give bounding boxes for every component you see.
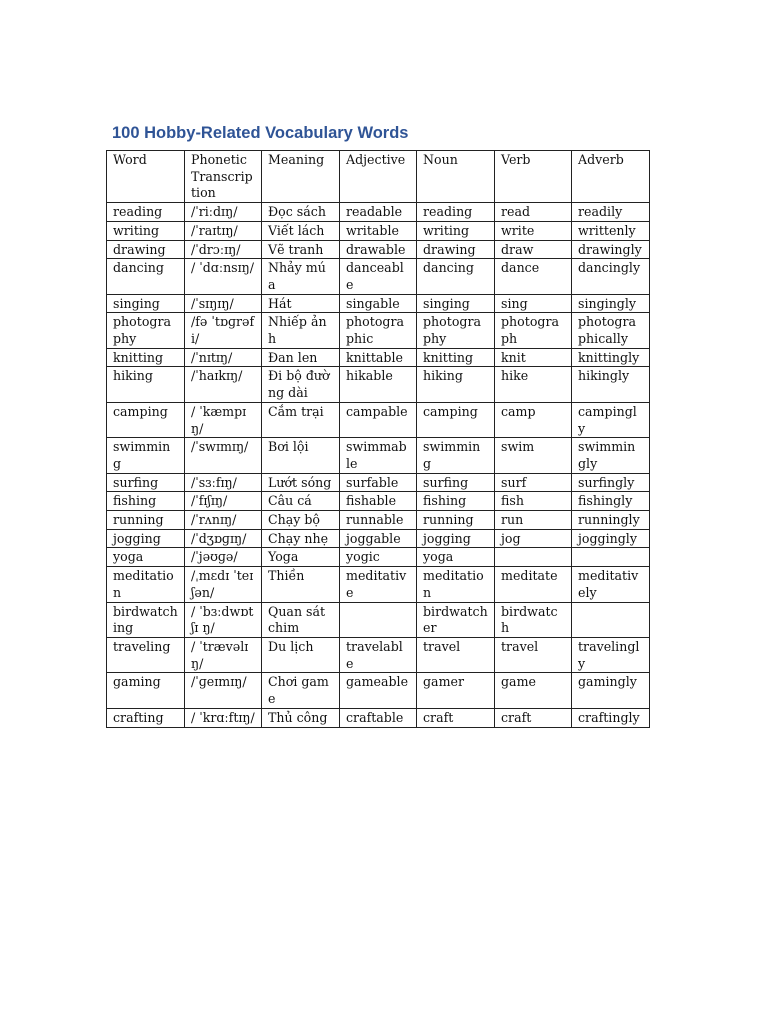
cell-noun: yoga xyxy=(417,548,495,567)
cell-phonetic: /ˈsɜːfɪŋ/ xyxy=(185,473,262,492)
cell-word: hiking xyxy=(107,367,185,402)
cell-noun: drawing xyxy=(417,240,495,259)
cell-meaning: Đi bộ đường dài xyxy=(262,367,340,402)
cell-noun: surfing xyxy=(417,473,495,492)
cell-adverb: readily xyxy=(572,203,650,222)
cell-word: meditation xyxy=(107,567,185,602)
cell-noun: dancing xyxy=(417,259,495,294)
cell-adjective: travelable xyxy=(340,637,417,672)
table-row xyxy=(107,473,650,492)
cell-meaning: Viết lách xyxy=(262,221,340,240)
cell-noun: photography xyxy=(417,313,495,348)
cell-phonetic: /ˈriːdɪŋ/ xyxy=(185,203,262,222)
cell-adjective xyxy=(340,602,417,637)
cell-word: reading xyxy=(107,203,185,222)
cell-phonetic: /ˈsɪŋɪŋ/ xyxy=(185,294,262,313)
cell-meaning: Bơi lội xyxy=(262,438,340,473)
cell-adverb: travelingly xyxy=(572,637,650,672)
cell-word: fishing xyxy=(107,492,185,511)
cell-meaning: Lướt sóng xyxy=(262,473,340,492)
cell-verb: sing xyxy=(495,294,572,313)
cell-adjective: runnable xyxy=(340,511,417,530)
cell-noun: fishing xyxy=(417,492,495,511)
cell-adverb: meditatively xyxy=(572,567,650,602)
cell-verb: knit xyxy=(495,348,572,367)
cell-noun: writing xyxy=(417,221,495,240)
cell-meaning: Yoga xyxy=(262,548,340,567)
cell-verb: dance xyxy=(495,259,572,294)
cell-verb: meditate xyxy=(495,567,572,602)
table-row xyxy=(107,203,650,222)
cell-adverb: swimmingly xyxy=(572,438,650,473)
cell-word: writing xyxy=(107,221,185,240)
cell-meaning: Vẽ tranh xyxy=(262,240,340,259)
cell-verb: read xyxy=(495,203,572,222)
cell-verb: travel xyxy=(495,637,572,672)
table-row xyxy=(107,259,650,294)
table-row xyxy=(107,708,650,727)
cell-phonetic: /ˈhaɪkɪŋ/ xyxy=(185,367,262,402)
cell-meaning: Đọc sách xyxy=(262,203,340,222)
table-row xyxy=(107,492,650,511)
table-row xyxy=(107,637,650,672)
cell-word: photography xyxy=(107,313,185,348)
cell-adjective: surfable xyxy=(340,473,417,492)
cell-phonetic: /ˈrʌnɪŋ/ xyxy=(185,511,262,530)
cell-adjective: writable xyxy=(340,221,417,240)
cell-adverb: campingly xyxy=(572,402,650,437)
cell-adverb: fishingly xyxy=(572,492,650,511)
table-row xyxy=(107,313,650,348)
cell-adjective: drawable xyxy=(340,240,417,259)
header-cell-noun: Noun xyxy=(417,151,495,203)
table-row xyxy=(107,511,650,530)
cell-adjective: knittable xyxy=(340,348,417,367)
cell-meaning: Nhảy múa xyxy=(262,259,340,294)
cell-verb: craft xyxy=(495,708,572,727)
cell-word: dancing xyxy=(107,259,185,294)
cell-meaning: Du lịch xyxy=(262,637,340,672)
cell-noun: craft xyxy=(417,708,495,727)
header-cell-phonetic: Phonetic Transcription xyxy=(185,151,262,203)
cell-adverb: knittingly xyxy=(572,348,650,367)
cell-word: traveling xyxy=(107,637,185,672)
cell-adverb: singingly xyxy=(572,294,650,313)
cell-phonetic: / ˈkrɑːftɪŋ/ xyxy=(185,708,262,727)
cell-word: gaming xyxy=(107,673,185,708)
cell-phonetic: / ˈkæmpɪŋ/ xyxy=(185,402,262,437)
cell-noun: swimming xyxy=(417,438,495,473)
table-row xyxy=(107,221,650,240)
cell-adverb xyxy=(572,548,650,567)
table-row xyxy=(107,294,650,313)
cell-phonetic: / ˈbɜːdwɒtʃɪ ŋ/ xyxy=(185,602,262,637)
cell-adjective: gameable xyxy=(340,673,417,708)
cell-meaning: Câu cá xyxy=(262,492,340,511)
cell-noun: hiking xyxy=(417,367,495,402)
cell-adjective: photographic xyxy=(340,313,417,348)
cell-word: yoga xyxy=(107,548,185,567)
cell-meaning: Đan len xyxy=(262,348,340,367)
cell-phonetic: /ˈdʒɒɡɪŋ/ xyxy=(185,529,262,548)
cell-phonetic: /ˈdrɔːɪŋ/ xyxy=(185,240,262,259)
cell-adverb: runningly xyxy=(572,511,650,530)
cell-phonetic: /ˈswɪmɪŋ/ xyxy=(185,438,262,473)
cell-verb: birdwatch xyxy=(495,602,572,637)
cell-adverb: joggingly xyxy=(572,529,650,548)
cell-word: jogging xyxy=(107,529,185,548)
cell-adverb: surfingly xyxy=(572,473,650,492)
header-cell-adjective: Adjective xyxy=(340,151,417,203)
cell-meaning: Chạy nhẹ xyxy=(262,529,340,548)
table-row xyxy=(107,240,650,259)
cell-word: singing xyxy=(107,294,185,313)
header-cell-meaning: Meaning xyxy=(262,151,340,203)
cell-word: drawing xyxy=(107,240,185,259)
table-row xyxy=(107,673,650,708)
cell-noun: singing xyxy=(417,294,495,313)
cell-adverb: gamingly xyxy=(572,673,650,708)
cell-noun: meditation xyxy=(417,567,495,602)
page-title: 100 Hobby-Related Vocabulary Words xyxy=(112,124,409,142)
cell-noun: gamer xyxy=(417,673,495,708)
cell-verb: hike xyxy=(495,367,572,402)
cell-phonetic: /ˈfɪʃɪŋ/ xyxy=(185,492,262,511)
cell-word: surfing xyxy=(107,473,185,492)
cell-adjective: swimmable xyxy=(340,438,417,473)
cell-adverb: photographically xyxy=(572,313,650,348)
cell-adjective: fishable xyxy=(340,492,417,511)
table-row xyxy=(107,567,650,602)
cell-adjective: singable xyxy=(340,294,417,313)
cell-verb: photograph xyxy=(495,313,572,348)
cell-adverb xyxy=(572,602,650,637)
cell-verb: surf xyxy=(495,473,572,492)
table-row xyxy=(107,548,650,567)
cell-meaning: Chơi game xyxy=(262,673,340,708)
cell-verb: jog xyxy=(495,529,572,548)
cell-meaning: Cắm trại xyxy=(262,402,340,437)
header-cell-word: Word xyxy=(107,151,185,203)
cell-word: running xyxy=(107,511,185,530)
cell-noun: running xyxy=(417,511,495,530)
table-row xyxy=(107,602,650,637)
table-header xyxy=(107,151,650,203)
table-row xyxy=(107,367,650,402)
cell-adjective: craftable xyxy=(340,708,417,727)
header-cell-verb: Verb xyxy=(495,151,572,203)
header-row xyxy=(107,151,650,203)
cell-word: camping xyxy=(107,402,185,437)
cell-adjective: readable xyxy=(340,203,417,222)
cell-meaning: Thủ công xyxy=(262,708,340,727)
table-row xyxy=(107,438,650,473)
cell-adjective: danceable xyxy=(340,259,417,294)
cell-phonetic: / ˈtrævəlɪŋ/ xyxy=(185,637,262,672)
cell-word: knitting xyxy=(107,348,185,367)
table-row xyxy=(107,348,650,367)
cell-verb: swim xyxy=(495,438,572,473)
cell-adjective: meditative xyxy=(340,567,417,602)
cell-phonetic: /ˈraɪtɪŋ/ xyxy=(185,221,262,240)
cell-adjective: yogic xyxy=(340,548,417,567)
header-cell-adverb: Adverb xyxy=(572,151,650,203)
cell-noun: camping xyxy=(417,402,495,437)
cell-phonetic: /ˌmɛdɪ ˈteɪʃən/ xyxy=(185,567,262,602)
cell-noun: jogging xyxy=(417,529,495,548)
cell-meaning: Chạy bộ xyxy=(262,511,340,530)
cell-verb xyxy=(495,548,572,567)
cell-verb: game xyxy=(495,673,572,708)
cell-adverb: drawingly xyxy=(572,240,650,259)
cell-verb: draw xyxy=(495,240,572,259)
cell-adjective: joggable xyxy=(340,529,417,548)
cell-word: crafting xyxy=(107,708,185,727)
cell-meaning: Quan sát chim xyxy=(262,602,340,637)
cell-noun: travel xyxy=(417,637,495,672)
cell-meaning: Nhiếp ảnh xyxy=(262,313,340,348)
cell-verb: write xyxy=(495,221,572,240)
cell-adjective: campable xyxy=(340,402,417,437)
vocabulary-table xyxy=(106,150,650,728)
cell-phonetic: /fə ˈtɒɡrəfi/ xyxy=(185,313,262,348)
cell-adjective: hikable xyxy=(340,367,417,402)
cell-word: swimming xyxy=(107,438,185,473)
cell-adverb: craftingly xyxy=(572,708,650,727)
cell-verb: run xyxy=(495,511,572,530)
table-body xyxy=(107,203,650,727)
cell-word: birdwatching xyxy=(107,602,185,637)
cell-adverb: hikingly xyxy=(572,367,650,402)
cell-meaning: Hát xyxy=(262,294,340,313)
cell-verb: fish xyxy=(495,492,572,511)
cell-noun: knitting xyxy=(417,348,495,367)
table-row xyxy=(107,402,650,437)
table-row xyxy=(107,529,650,548)
cell-adverb: writtenly xyxy=(572,221,650,240)
cell-verb: camp xyxy=(495,402,572,437)
cell-meaning: Thiền xyxy=(262,567,340,602)
cell-phonetic: /ˈnɪtɪŋ/ xyxy=(185,348,262,367)
cell-phonetic: / ˈdɑːnsɪŋ/ xyxy=(185,259,262,294)
cell-adverb: dancingly xyxy=(572,259,650,294)
cell-phonetic: /ˈɡeɪmɪŋ/ xyxy=(185,673,262,708)
cell-noun: reading xyxy=(417,203,495,222)
cell-phonetic: /ˈjəʊɡə/ xyxy=(185,548,262,567)
cell-noun: birdwatcher xyxy=(417,602,495,637)
